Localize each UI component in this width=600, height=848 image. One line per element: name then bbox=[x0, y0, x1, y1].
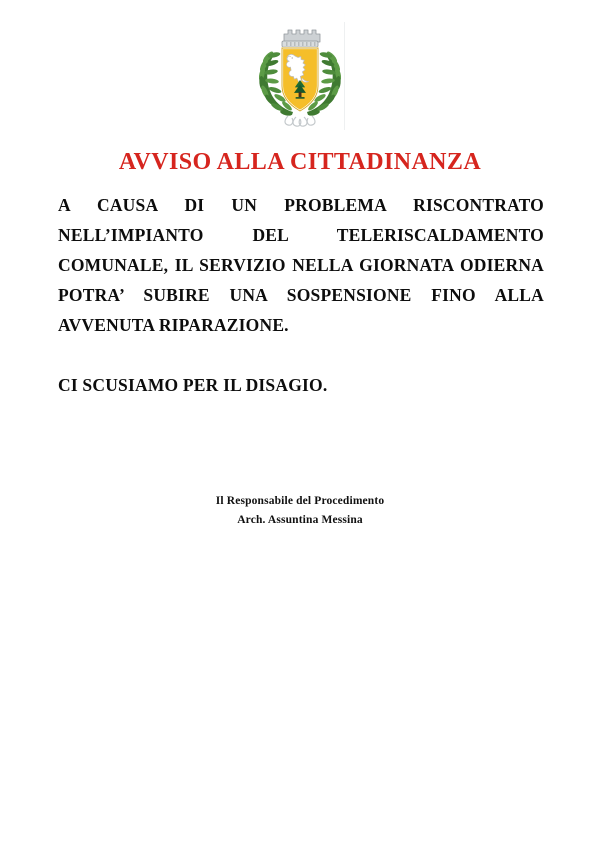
signature-role: Il Responsabile del Procedimento bbox=[215, 495, 385, 507]
coat-of-arms-icon bbox=[248, 18, 352, 130]
signature-name: Arch. Assuntina Messina bbox=[237, 514, 363, 526]
emblem-container bbox=[0, 18, 600, 130]
wreath-ribbon-icon bbox=[285, 116, 315, 126]
notice-paragraph-1: A CAUSA DI UN PROBLEMA RISCONTRATO NELL’IMPIANTO DEL TELERISCALDAMENTO COMUNALE, IL SERVIZIO NELLA GIORNATA ODIERNA POTRA’ SUBIRE UNA SOSPENSIONE FINO ALLA AVVENUTA RIPARAZIONE. bbox=[58, 195, 544, 335]
notice-paragraph-2: CI SCUSIAMO PER IL DISAGIO. bbox=[58, 375, 328, 395]
signature-block bbox=[0, 492, 600, 530]
shield-icon bbox=[282, 48, 318, 111]
notice-body bbox=[58, 190, 544, 400]
paragraph-spacer bbox=[58, 340, 544, 370]
mural-crown-icon bbox=[282, 30, 320, 47]
page-title: AVVISO ALLA CITTADINANZA bbox=[118, 149, 482, 176]
